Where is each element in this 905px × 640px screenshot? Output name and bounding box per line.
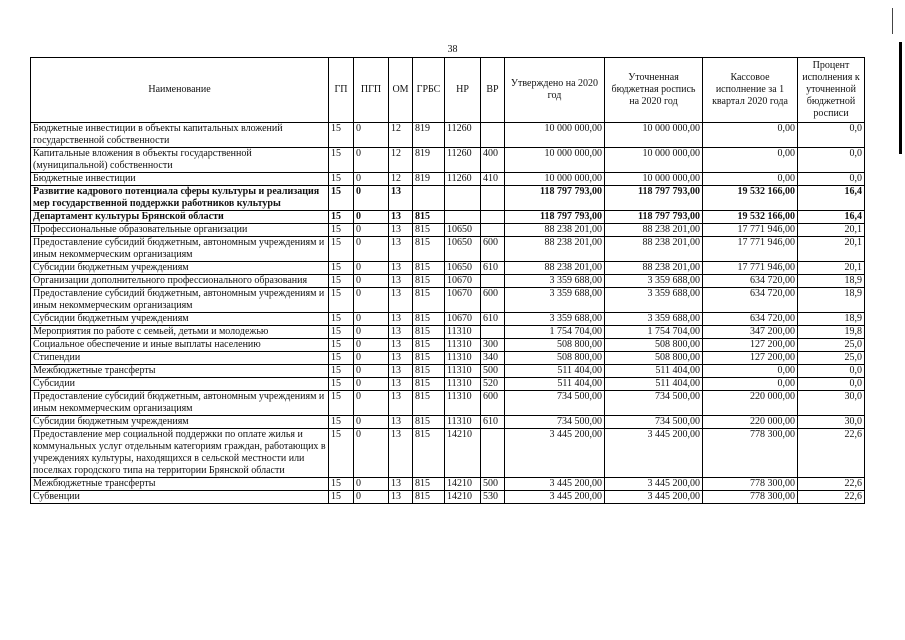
cell-gp: 15: [329, 224, 354, 237]
cell-om: 13: [389, 365, 413, 378]
cell-updated: 3 359 688,00: [605, 313, 703, 326]
cell-vr: 610: [481, 262, 505, 275]
cell-approved: 3 359 688,00: [505, 275, 605, 288]
cell-nr: 11260: [445, 148, 481, 173]
cell-approved: 10 000 000,00: [505, 148, 605, 173]
cell-updated: 508 800,00: [605, 339, 703, 352]
cell-pgp: 0: [354, 275, 389, 288]
cell-om: 13: [389, 378, 413, 391]
header-om: ОМ: [389, 58, 413, 123]
cell-vr: 610: [481, 313, 505, 326]
cell-name: Субсидии: [31, 378, 329, 391]
cell-vr: [481, 224, 505, 237]
cell-gp: 15: [329, 288, 354, 313]
table-row: [31, 491, 865, 504]
cell-cash: 0,00: [703, 123, 798, 148]
cell-percent: 22,6: [798, 491, 865, 504]
cell-nr: 14210: [445, 429, 481, 478]
cell-name: Субсидии бюджетным учреждениям: [31, 262, 329, 275]
cell-pgp: 0: [354, 478, 389, 491]
cell-percent: 0,0: [798, 378, 865, 391]
cell-updated: 508 800,00: [605, 352, 703, 365]
cell-grbs: 815: [413, 478, 445, 491]
cell-vr: 410: [481, 173, 505, 186]
cell-om: 13: [389, 275, 413, 288]
cell-name: Профессиональные образовательные организации: [31, 224, 329, 237]
cell-gp: 15: [329, 365, 354, 378]
cell-updated: 3 445 200,00: [605, 491, 703, 504]
cell-percent: 19,8: [798, 326, 865, 339]
cell-approved: 118 797 793,00: [505, 186, 605, 211]
cell-grbs: 815: [413, 262, 445, 275]
cell-pgp: 0: [354, 313, 389, 326]
cell-updated: 3 445 200,00: [605, 429, 703, 478]
cell-updated: 1 754 704,00: [605, 326, 703, 339]
header-nr: НР: [445, 58, 481, 123]
cell-gp: 15: [329, 378, 354, 391]
cell-om: 13: [389, 186, 413, 211]
cell-grbs: 815: [413, 352, 445, 365]
cell-cash: 0,00: [703, 365, 798, 378]
cell-approved: 3 445 200,00: [505, 478, 605, 491]
cell-updated: 88 238 201,00: [605, 237, 703, 262]
table-row: [31, 378, 865, 391]
cell-nr: 11310: [445, 339, 481, 352]
table-row: [31, 224, 865, 237]
cell-nr: [445, 211, 481, 224]
cell-pgp: 0: [354, 491, 389, 504]
header-percent: Процент исполнения к уточненной бюджетной росписи: [798, 58, 865, 123]
cell-vr: 600: [481, 391, 505, 416]
cell-cash: 634 720,00: [703, 313, 798, 326]
cell-grbs: 815: [413, 211, 445, 224]
cell-vr: 610: [481, 416, 505, 429]
cell-approved: 3 359 688,00: [505, 313, 605, 326]
cell-gp: 15: [329, 339, 354, 352]
header-name: Наименование: [31, 58, 329, 123]
cell-percent: 16,4: [798, 211, 865, 224]
cell-approved: 10 000 000,00: [505, 173, 605, 186]
cell-pgp: 0: [354, 211, 389, 224]
cell-cash: 17 771 946,00: [703, 237, 798, 262]
cell-approved: 511 404,00: [505, 378, 605, 391]
cell-cash: 778 300,00: [703, 429, 798, 478]
cell-cash: 634 720,00: [703, 288, 798, 313]
cell-om: 12: [389, 123, 413, 148]
cell-percent: 0,0: [798, 173, 865, 186]
cell-percent: 0,0: [798, 365, 865, 378]
cell-gp: 15: [329, 478, 354, 491]
cell-pgp: 0: [354, 429, 389, 478]
cell-om: 13: [389, 391, 413, 416]
cell-om: 13: [389, 326, 413, 339]
cell-updated: 3 359 688,00: [605, 288, 703, 313]
cell-om: 13: [389, 224, 413, 237]
cell-cash: 634 720,00: [703, 275, 798, 288]
cell-nr: 11310: [445, 365, 481, 378]
cell-vr: 520: [481, 378, 505, 391]
cell-om: 12: [389, 148, 413, 173]
cell-grbs: 819: [413, 173, 445, 186]
cell-name: Субсидии бюджетным учреждениям: [31, 416, 329, 429]
cell-percent: 30,0: [798, 416, 865, 429]
cell-name: Департамент культуры Брянской области: [31, 211, 329, 224]
cell-pgp: 0: [354, 365, 389, 378]
header-gp: ГП: [329, 58, 354, 123]
cell-grbs: 815: [413, 339, 445, 352]
table-row: [31, 211, 865, 224]
cell-approved: 511 404,00: [505, 365, 605, 378]
cell-vr: [481, 429, 505, 478]
cell-pgp: 0: [354, 288, 389, 313]
cell-percent: 18,9: [798, 275, 865, 288]
cell-approved: 3 445 200,00: [505, 429, 605, 478]
cell-vr: 500: [481, 478, 505, 491]
cell-pgp: 0: [354, 326, 389, 339]
cell-updated: 118 797 793,00: [605, 186, 703, 211]
cell-name: Предоставление субсидий бюджетным, автономным учреждениям и иным некоммерческим организациям: [31, 288, 329, 313]
cell-name: Предоставление субсидий бюджетным, автономным учреждениям и иным некоммерческим организациям: [31, 237, 329, 262]
table-row: [31, 365, 865, 378]
cell-updated: 10 000 000,00: [605, 148, 703, 173]
cell-percent: 20,1: [798, 237, 865, 262]
cell-gp: 15: [329, 491, 354, 504]
table-row: [31, 391, 865, 416]
cell-gp: 15: [329, 313, 354, 326]
cell-approved: 508 800,00: [505, 352, 605, 365]
cell-cash: 220 000,00: [703, 391, 798, 416]
cell-cash: 127 200,00: [703, 339, 798, 352]
cell-updated: 511 404,00: [605, 365, 703, 378]
cell-om: 13: [389, 313, 413, 326]
cell-nr: 14210: [445, 478, 481, 491]
cell-percent: 25,0: [798, 352, 865, 365]
cell-percent: 18,9: [798, 313, 865, 326]
cell-cash: 0,00: [703, 148, 798, 173]
cell-om: 13: [389, 237, 413, 262]
cell-percent: 30,0: [798, 391, 865, 416]
cell-approved: 3 445 200,00: [505, 491, 605, 504]
cell-grbs: 815: [413, 313, 445, 326]
table-row: [31, 326, 865, 339]
cell-updated: 3 445 200,00: [605, 478, 703, 491]
cell-percent: 0,0: [798, 123, 865, 148]
cell-pgp: 0: [354, 148, 389, 173]
cell-cash: 0,00: [703, 173, 798, 186]
cell-vr: 600: [481, 288, 505, 313]
cell-om: 13: [389, 416, 413, 429]
cell-name: Капитальные вложения в объекты государственной (муниципальной) собственности: [31, 148, 329, 173]
cell-name: Организации дополнительного профессионального образования: [31, 275, 329, 288]
table-row: [31, 123, 865, 148]
cell-gp: 15: [329, 173, 354, 186]
cell-nr: [445, 186, 481, 211]
cell-approved: 118 797 793,00: [505, 211, 605, 224]
cell-pgp: 0: [354, 262, 389, 275]
cell-percent: 22,6: [798, 429, 865, 478]
cell-gp: 15: [329, 123, 354, 148]
cell-grbs: 815: [413, 491, 445, 504]
cell-vr: 500: [481, 365, 505, 378]
cell-om: 13: [389, 339, 413, 352]
cell-pgp: 0: [354, 173, 389, 186]
cell-gp: 15: [329, 391, 354, 416]
cell-percent: 25,0: [798, 339, 865, 352]
cell-om: 13: [389, 262, 413, 275]
table-row: [31, 148, 865, 173]
table-body: [31, 123, 865, 504]
header-cash: Кассовое исполнение за 1 квартал 2020 года: [703, 58, 798, 123]
cell-vr: 530: [481, 491, 505, 504]
table-row: [31, 478, 865, 491]
table-row: [31, 352, 865, 365]
cell-cash: 19 532 166,00: [703, 186, 798, 211]
cell-name: Предоставление субсидий бюджетным, автономным учреждениям и иным некоммерческим организациям: [31, 391, 329, 416]
cell-nr: 11310: [445, 352, 481, 365]
cell-name: Бюджетные инвестиции: [31, 173, 329, 186]
cell-vr: 300: [481, 339, 505, 352]
cell-nr: 11310: [445, 391, 481, 416]
cell-vr: [481, 186, 505, 211]
cell-vr: 600: [481, 237, 505, 262]
cell-pgp: 0: [354, 416, 389, 429]
cell-nr: 11310: [445, 378, 481, 391]
cell-cash: 220 000,00: [703, 416, 798, 429]
cell-cash: 778 300,00: [703, 491, 798, 504]
cell-grbs: 815: [413, 224, 445, 237]
cell-vr: 400: [481, 148, 505, 173]
table-row: [31, 313, 865, 326]
cell-pgp: 0: [354, 378, 389, 391]
cell-vr: [481, 275, 505, 288]
cell-cash: 778 300,00: [703, 478, 798, 491]
cell-nr: 10670: [445, 288, 481, 313]
header-updated: Уточненная бюджетная роспись на 2020 год: [605, 58, 703, 123]
cell-nr: 11260: [445, 123, 481, 148]
cell-updated: 511 404,00: [605, 378, 703, 391]
cell-name: Предоставление мер социальной поддержки по оплате жилья и коммунальных услуг отдельным категориям граждан, работающих в учреждениях культуры, находящихся в сельской местности или поселках городского типа на территории Брянской области: [31, 429, 329, 478]
cell-nr: 10650: [445, 262, 481, 275]
cell-approved: 734 500,00: [505, 391, 605, 416]
cell-name: Межбюджетные трансферты: [31, 365, 329, 378]
cell-updated: 10 000 000,00: [605, 123, 703, 148]
cell-nr: 10670: [445, 275, 481, 288]
cell-name: Развитие кадрового потенциала сферы культуры и реализация мер государственной поддержки работников культуры: [31, 186, 329, 211]
cell-updated: 10 000 000,00: [605, 173, 703, 186]
cell-nr: 10670: [445, 313, 481, 326]
cell-approved: 3 359 688,00: [505, 288, 605, 313]
cell-grbs: 819: [413, 123, 445, 148]
table-row: [31, 186, 865, 211]
header-vr: ВР: [481, 58, 505, 123]
cell-percent: 20,1: [798, 224, 865, 237]
cell-grbs: 815: [413, 237, 445, 262]
cell-pgp: 0: [354, 123, 389, 148]
cell-gp: 15: [329, 416, 354, 429]
cell-percent: 20,1: [798, 262, 865, 275]
cell-pgp: 0: [354, 391, 389, 416]
cell-approved: 88 238 201,00: [505, 237, 605, 262]
cell-om: 13: [389, 429, 413, 478]
cell-grbs: 815: [413, 365, 445, 378]
cell-gp: 15: [329, 326, 354, 339]
cell-nr: 10650: [445, 237, 481, 262]
cell-nr: 11310: [445, 326, 481, 339]
cell-name: Мероприятия по работе с семьей, детьми и молодежью: [31, 326, 329, 339]
cell-om: 13: [389, 211, 413, 224]
cell-om: 13: [389, 491, 413, 504]
cell-updated: 734 500,00: [605, 391, 703, 416]
cell-name: Субсидии бюджетным учреждениям: [31, 313, 329, 326]
scan-edge-mark: [892, 8, 893, 34]
page-number: 38: [447, 44, 458, 55]
cell-grbs: 819: [413, 148, 445, 173]
cell-cash: 17 771 946,00: [703, 224, 798, 237]
cell-cash: 127 200,00: [703, 352, 798, 365]
table-header-row: [31, 58, 865, 123]
cell-percent: 16,4: [798, 186, 865, 211]
cell-vr: [481, 123, 505, 148]
cell-nr: 11260: [445, 173, 481, 186]
header-approved: Утверждено на 2020 год: [505, 58, 605, 123]
cell-updated: 734 500,00: [605, 416, 703, 429]
budget-table: [30, 57, 865, 504]
cell-pgp: 0: [354, 237, 389, 262]
cell-pgp: 0: [354, 352, 389, 365]
cell-approved: 508 800,00: [505, 339, 605, 352]
table-row: [31, 339, 865, 352]
table-row: [31, 288, 865, 313]
cell-gp: 15: [329, 429, 354, 478]
table-row: [31, 173, 865, 186]
cell-gp: 15: [329, 186, 354, 211]
table-row: [31, 262, 865, 275]
cell-grbs: 815: [413, 378, 445, 391]
cell-gp: 15: [329, 275, 354, 288]
header-pgp: ПГП: [354, 58, 389, 123]
cell-grbs: 815: [413, 326, 445, 339]
cell-nr: 10650: [445, 224, 481, 237]
cell-cash: 0,00: [703, 378, 798, 391]
cell-name: Межбюджетные трансферты: [31, 478, 329, 491]
cell-vr: 340: [481, 352, 505, 365]
cell-nr: 11310: [445, 416, 481, 429]
cell-gp: 15: [329, 262, 354, 275]
cell-grbs: 815: [413, 429, 445, 478]
cell-percent: 18,9: [798, 288, 865, 313]
cell-nr: 14210: [445, 491, 481, 504]
cell-grbs: 815: [413, 288, 445, 313]
cell-updated: 118 797 793,00: [605, 211, 703, 224]
header-grbs: ГРБС: [413, 58, 445, 123]
scan-edge-bar: [899, 42, 902, 154]
cell-approved: 1 754 704,00: [505, 326, 605, 339]
cell-approved: 734 500,00: [505, 416, 605, 429]
cell-grbs: 815: [413, 391, 445, 416]
cell-vr: [481, 326, 505, 339]
cell-gp: 15: [329, 148, 354, 173]
cell-vr: [481, 211, 505, 224]
table-row: [31, 416, 865, 429]
cell-cash: 19 532 166,00: [703, 211, 798, 224]
cell-om: 13: [389, 288, 413, 313]
cell-name: Социальное обеспечение и иные выплаты населению: [31, 339, 329, 352]
table-row: [31, 275, 865, 288]
table-row: [31, 237, 865, 262]
cell-pgp: 0: [354, 224, 389, 237]
cell-grbs: 815: [413, 275, 445, 288]
cell-cash: 347 200,00: [703, 326, 798, 339]
cell-grbs: 815: [413, 416, 445, 429]
cell-approved: 88 238 201,00: [505, 262, 605, 275]
cell-cash: 17 771 946,00: [703, 262, 798, 275]
cell-approved: 88 238 201,00: [505, 224, 605, 237]
cell-name: Стипендии: [31, 352, 329, 365]
cell-name: Бюджетные инвестиции в объекты капитальных вложений государственной собственности: [31, 123, 329, 148]
table-row: [31, 429, 865, 478]
cell-gp: 15: [329, 352, 354, 365]
cell-om: 13: [389, 352, 413, 365]
cell-pgp: 0: [354, 186, 389, 211]
cell-om: 12: [389, 173, 413, 186]
cell-name: Субвенции: [31, 491, 329, 504]
cell-approved: 10 000 000,00: [505, 123, 605, 148]
cell-percent: 0,0: [798, 148, 865, 173]
cell-om: 13: [389, 478, 413, 491]
cell-gp: 15: [329, 237, 354, 262]
cell-updated: 88 238 201,00: [605, 262, 703, 275]
cell-pgp: 0: [354, 339, 389, 352]
cell-updated: 88 238 201,00: [605, 224, 703, 237]
cell-percent: 22,6: [798, 478, 865, 491]
cell-updated: 3 359 688,00: [605, 275, 703, 288]
cell-gp: 15: [329, 211, 354, 224]
cell-grbs: [413, 186, 445, 211]
